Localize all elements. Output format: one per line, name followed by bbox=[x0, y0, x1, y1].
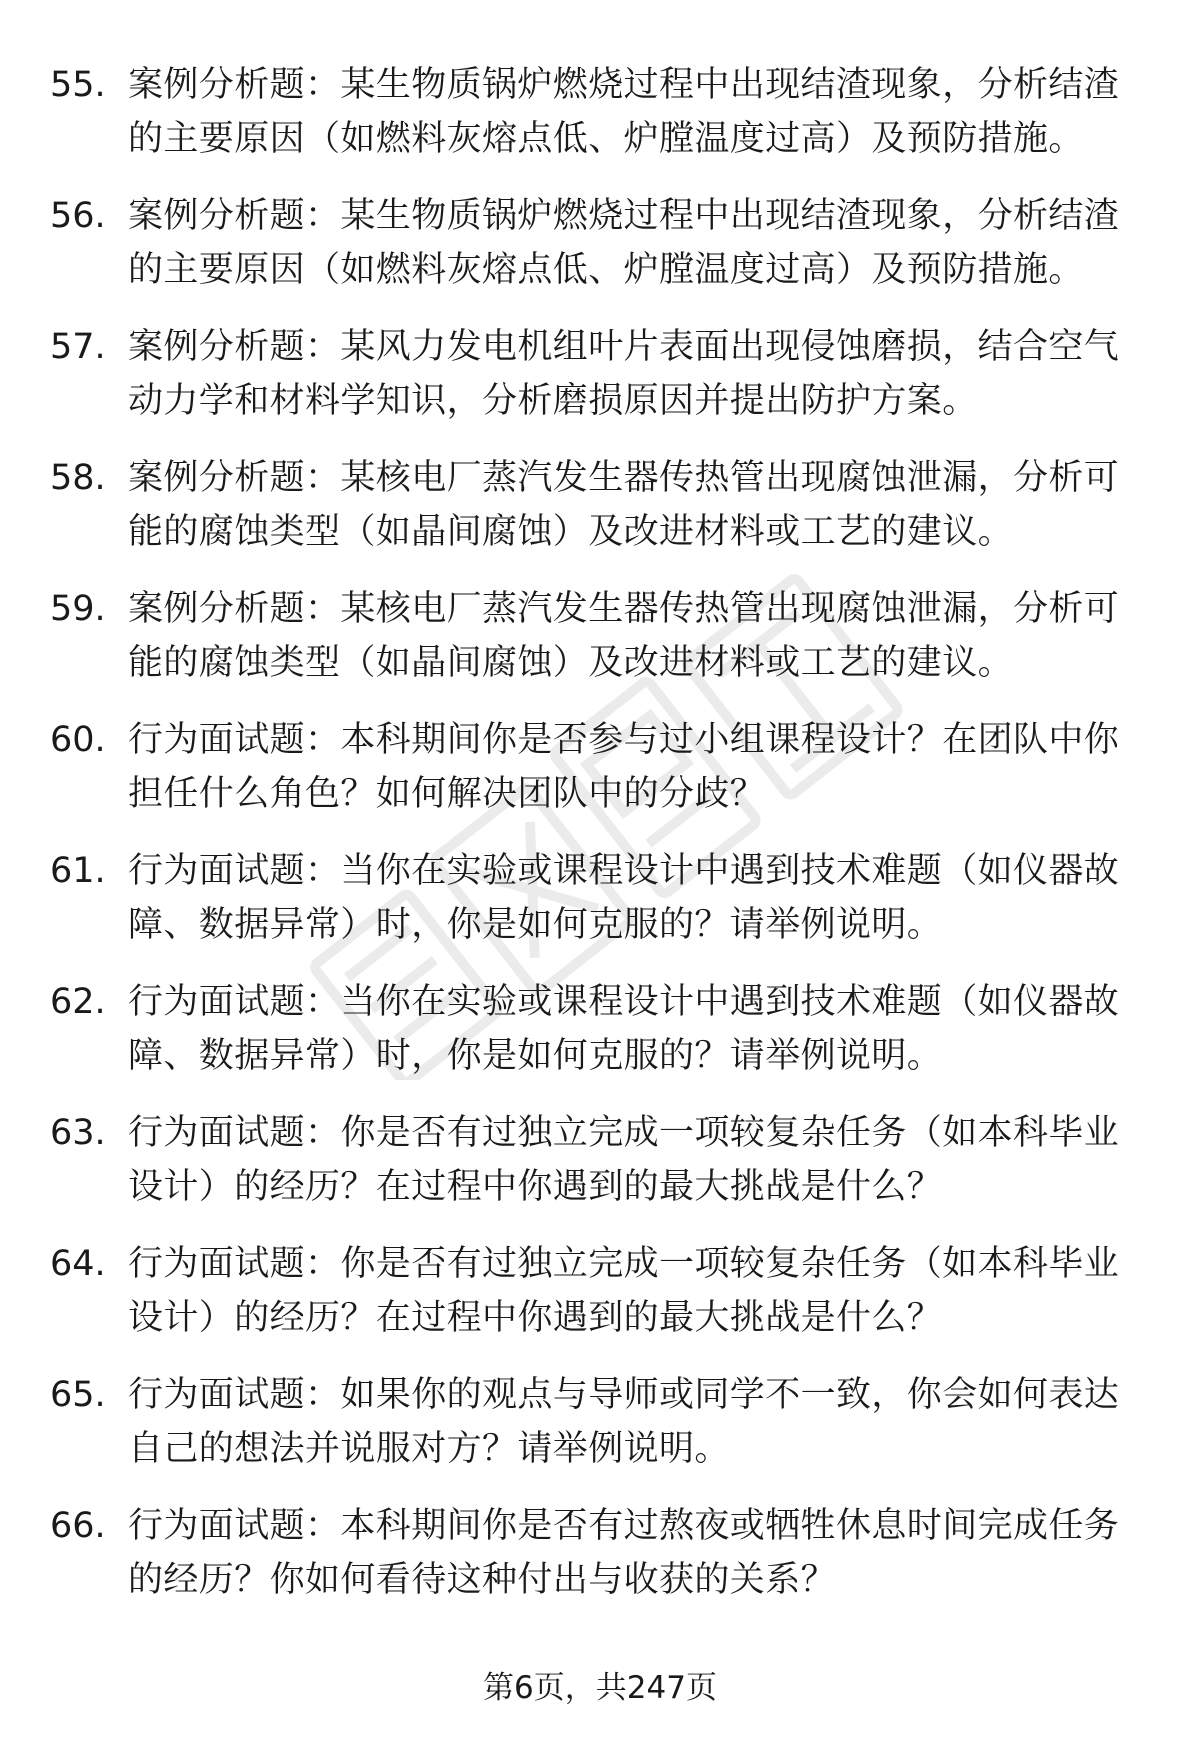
question-number: 66. bbox=[50, 1506, 106, 1546]
question-text: 行为面试题：你是否有过独立完成一项较复杂任务（如本科毕业设计）的经历？在过程中你遇到的最大挑战是什么？ bbox=[128, 1113, 1120, 1207]
question-text: 案例分析题：某核电厂蒸汽发生器传热管出现腐蚀泄漏，分析可能的腐蚀类型（如晶间腐蚀）及改进材料或工艺的建议。 bbox=[128, 589, 1120, 683]
question-number: 59. bbox=[50, 589, 106, 629]
question-item bbox=[50, 975, 1150, 1106]
question-item bbox=[50, 582, 1150, 713]
question-text: 行为面试题：本科期间你是否参与过小组课程设计？在团队中你担任什么角色？如何解决团队中的分歧？ bbox=[128, 720, 1120, 814]
question-number: 61. bbox=[50, 851, 106, 891]
question-text: 行为面试题：当你在实验或课程设计中遇到技术难题（如仪器故障、数据异常）时，你是如何克服的？请举例说明。 bbox=[128, 982, 1120, 1076]
question-item bbox=[50, 1368, 1150, 1499]
question-item bbox=[50, 713, 1150, 844]
question-number: 64. bbox=[50, 1244, 106, 1284]
question-item bbox=[50, 1499, 1150, 1630]
question-item bbox=[50, 1106, 1150, 1237]
question-list bbox=[50, 58, 1150, 1630]
question-item bbox=[50, 58, 1150, 189]
question-item bbox=[50, 1237, 1150, 1368]
question-number: 56. bbox=[50, 196, 106, 236]
question-number: 55. bbox=[50, 65, 106, 105]
question-number: 62. bbox=[50, 982, 106, 1022]
question-item bbox=[50, 189, 1150, 320]
question-text: 行为面试题：如果你的观点与导师或同学不一致，你会如何表达自己的想法并说服对方？请举例说明。 bbox=[128, 1375, 1120, 1469]
question-number: 63. bbox=[50, 1113, 106, 1153]
page-footer: 第6页，共247页 bbox=[483, 1670, 717, 1706]
question-text: 案例分析题：某生物质锅炉燃烧过程中出现结渣现象，分析结渣的主要原因（如燃料灰熔点低、炉膛温度过高）及预防措施。 bbox=[128, 196, 1120, 290]
question-text: 行为面试题：你是否有过独立完成一项较复杂任务（如本科毕业设计）的经历？在过程中你遇到的最大挑战是什么？ bbox=[128, 1244, 1120, 1338]
question-text: 案例分析题：某风力发电机组叶片表面出现侵蚀磨损，结合空气动力学和材料学知识，分析磨损原因并提出防护方案。 bbox=[128, 327, 1120, 421]
question-item bbox=[50, 320, 1150, 451]
question-number: 65. bbox=[50, 1375, 106, 1415]
question-number: 58. bbox=[50, 458, 106, 498]
question-item bbox=[50, 451, 1150, 582]
question-text: 行为面试题：本科期间你是否有过熬夜或牺牲休息时间完成任务的经历？你如何看待这种付出与收获的关系？ bbox=[128, 1506, 1120, 1600]
question-text: 案例分析题：某生物质锅炉燃烧过程中出现结渣现象，分析结渣的主要原因（如燃料灰熔点低、炉膛温度过高）及预防措施。 bbox=[128, 65, 1120, 159]
question-number: 60. bbox=[50, 720, 106, 760]
question-text: 案例分析题：某核电厂蒸汽发生器传热管出现腐蚀泄漏，分析可能的腐蚀类型（如晶间腐蚀）及改进材料或工艺的建议。 bbox=[128, 458, 1120, 552]
question-number: 57. bbox=[50, 327, 106, 367]
question-item bbox=[50, 844, 1150, 975]
question-text: 行为面试题：当你在实验或课程设计中遇到技术难题（如仪器故障、数据异常）时，你是如何克服的？请举例说明。 bbox=[128, 851, 1120, 945]
